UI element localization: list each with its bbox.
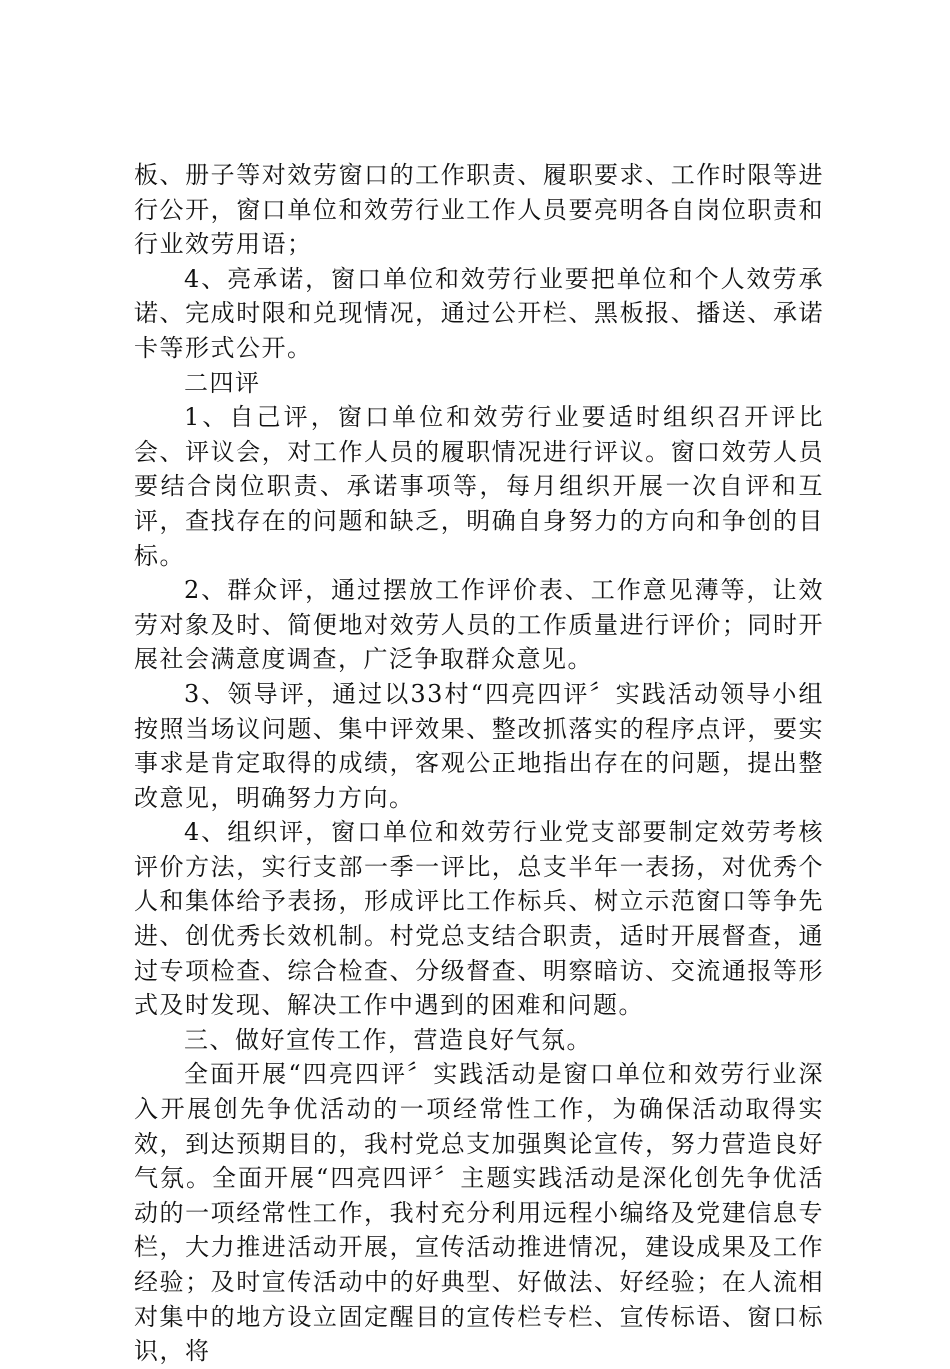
- section-heading-publicity: 三、做好宣传工作，营造良好气氛。: [184, 1025, 592, 1054]
- paragraph-item-1-self-evaluation: 1、自己评，窗口单位和效劳行业要适时组织召开评比会、评议会，对工作人员的履职情况进行评议。窗口效劳人员要结合岗位职责、承诺事项等，每月组织开展一次自评和互评，查找存在的问题和缺乏，明确自身努力的方向和争创的目标。: [134, 403, 824, 570]
- paragraph-item-3-leader-evaluation: 3、领导评，通过以33村“四亮四评〞实践活动领导小组按照当场议问题、集中评效果、整改抓落实的程序点评，要实事求是肯定取得的成绩，客观公正地指出存在的问题，提出整改意见，明确努力方向。: [134, 679, 824, 812]
- paragraph-publicity-body: 全面开展“四亮四评〞实践活动是窗口单位和效劳行业深入开展创先争优活动的一项经常性工作，为确保活动取得实效，到达预期目的，我村党总支加强舆论宣传，努力营造良好气氛。全面开展“四亮四评〞主题实践活动是深化创先争优活动的一项经常性工作，我村充分利用远程小编络及党建信息专栏，大力推进活动开展，宣传活动推进情况，建设成果及工作经验；及时宣传活动中的好典型、好做法、好经验；在人流相对集中的地方设立固定醒目的宣传栏专栏、宣传标语、窗口标识，将: [134, 1060, 824, 1366]
- section-heading-four-evaluations: 二四评: [184, 368, 261, 397]
- paragraph-continuation: 板、册子等对效劳窗口的工作职责、履职要求、工作时限等进行公开，窗口单位和效劳行业工作人员要亮明各自岗位职责和行业效劳用语；: [134, 161, 824, 259]
- paragraph-item-4-commitment: 4、亮承诺，窗口单位和效劳行业要把单位和个人效劳承诺、完成时限和兑现情况，通过公开栏、黑板报、播送、承诺卡等形式公开。: [134, 264, 824, 362]
- paragraph-item-2-public-evaluation: 2、群众评，通过摆放工作评价表、工作意见薄等，让效劳对象及时、简便地对效劳人员的工作质量进行评价；同时开展社会满意度调查，广泛争取群众意见。: [134, 576, 824, 674]
- document-page: [134, 158, 824, 1369]
- paragraph-item-4-organization-evaluation: 4、组织评，窗口单位和效劳行业党支部要制定效劳考核评价方法，实行支部一季一评比，总支半年一表扬，对优秀个人和集体给予表扬，形成评比工作标兵、树立示范窗口等争先进、创优秀长效机制。村党总支结合职责，适时开展督查，通过专项检查、综合检查、分级督查、明察暗访、交流通报等形式及时发现、解决工作中遇到的困难和问题。: [134, 818, 824, 1020]
